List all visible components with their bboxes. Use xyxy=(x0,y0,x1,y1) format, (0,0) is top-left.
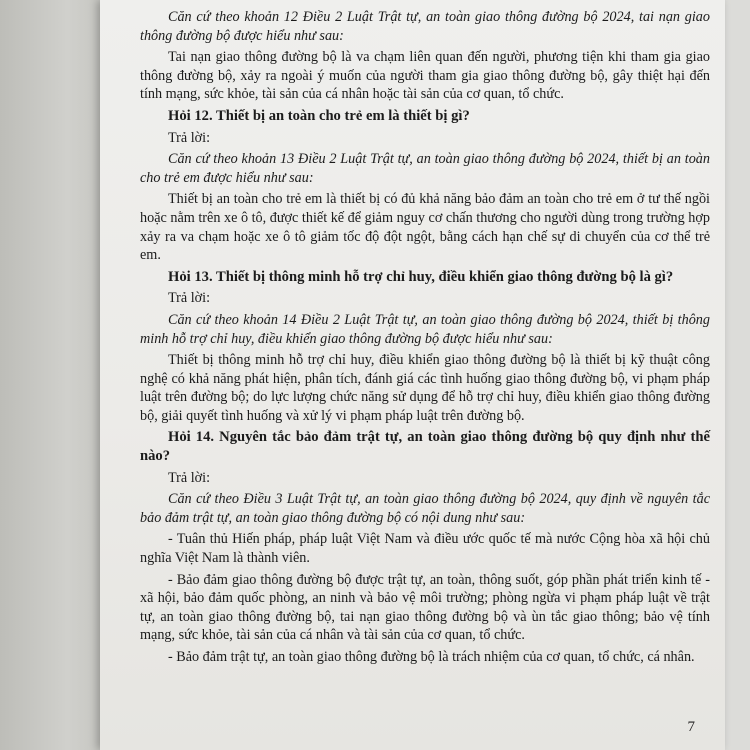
page-number: 7 xyxy=(687,719,695,735)
body-paragraph: - Tuân thủ Hiến pháp, pháp luật Việt Nam và điều ước quốc tế mà nước Cộng hòa xã hội chủ nghĩa Việt Nam là thành viên. xyxy=(140,531,710,567)
legal-reference-paragraph: Căn cứ theo khoản 13 Điều 2 Luật Trật tự, an toàn giao thông đường bộ 2024, thiết bị an toàn cho trẻ em được hiểu như sau: xyxy=(140,151,710,186)
body-paragraph: Thiết bị thông minh hỗ trợ chỉ huy, điều khiển giao thông đường bộ là thiết bị kỹ thuật công nghệ có khả năng phát hiện, phân tích, đánh giá các tình huống giao thông đường bộ, vi phạm pháp luật trên đường bộ; do lực lượng chức năng sử dụng để hỗ trợ chỉ huy, điều khiển giao thông đường bộ, giải quyết tình huống và xử lý vi phạm pháp luật trên đường bộ. xyxy=(140,352,710,424)
question-heading: Hỏi 12. Thiết bị an toàn cho trẻ em là thiết bị gì? xyxy=(168,107,470,124)
answer-label: Trả lời: xyxy=(168,469,211,486)
page-content xyxy=(140,8,710,670)
question-heading: Hỏi 14. Nguyên tắc bảo đảm trật tự, an toàn giao thông đường bộ quy định như thế nào? xyxy=(140,429,710,465)
answer-label: Trả lời: xyxy=(168,129,211,146)
answer-label: Trả lời: xyxy=(168,290,211,307)
question-heading: Hỏi 13. Thiết bị thông minh hỗ trợ chỉ huy, điều khiển giao thông đường bộ là gì? xyxy=(168,268,674,285)
background-edge xyxy=(725,0,750,750)
body-paragraph: Thiết bị an toàn cho trẻ em là thiết bị có đủ khả năng bảo đảm an toàn cho trẻ em ở tư thế ngồi hoặc nằm trên xe ô tô, được thiết kế để giảm nguy cơ chấn thương cho người dùng trong trường hợp xảy ra va chạm hoặc xe ô tô giảm tốc độ đột ngột, bằng cách hạn chế sự di chuyển của cơ thể trẻ em. xyxy=(140,191,710,264)
book-page xyxy=(100,0,725,750)
body-paragraph: - Bảo đảm trật tự, an toàn giao thông đường bộ là trách nhiệm của cơ quan, tổ chức, cá nhân. xyxy=(168,649,695,665)
body-paragraph: - Bảo đảm giao thông đường bộ được trật tự, an toàn, thông suốt, góp phần phát triển kinh tế - xã hội, bảo đảm quốc phòng, an ninh và bảo vệ môi trường; phòng ngừa vi phạm pháp luật về trật tự, an toàn giao thông đường bộ, tai nạn giao thông đường bộ và ùn tắc giao thông; bảo vệ tính mạng, sức khỏe, tài sản của cá nhân và tài sản của cơ quan, tổ chức. xyxy=(140,571,710,644)
book-gutter-shadow xyxy=(0,0,112,750)
legal-reference-paragraph: Căn cứ theo Điều 3 Luật Trật tự, an toàn giao thông đường bộ 2024, quy định về nguyên tắc bảo đảm trật tự, an toàn giao thông đường bộ có nội dung như sau: xyxy=(140,491,710,526)
legal-reference-paragraph: Căn cứ theo khoản 12 Điều 2 Luật Trật tự, an toàn giao thông đường bộ 2024, tai nạn giao thông đường bộ được hiểu như sau: xyxy=(140,9,710,44)
body-paragraph: Tai nạn giao thông đường bộ là va chạm liên quan đến người, phương tiện khi tham gia giao thông đường bộ, xảy ra ngoài ý muốn của người tham gia giao thông đường bộ, gây thiệt hại đến tính mạng, sức khỏe, tài sản của cá nhân hoặc tài sản của cơ quan, tổ chức. xyxy=(140,49,710,103)
legal-reference-paragraph: Căn cứ theo khoản 14 Điều 2 Luật Trật tự, an toàn giao thông đường bộ 2024, thiết bị thông minh hỗ trợ chỉ huy, điều khiển giao thông đường bộ được hiểu như sau: xyxy=(140,311,710,347)
